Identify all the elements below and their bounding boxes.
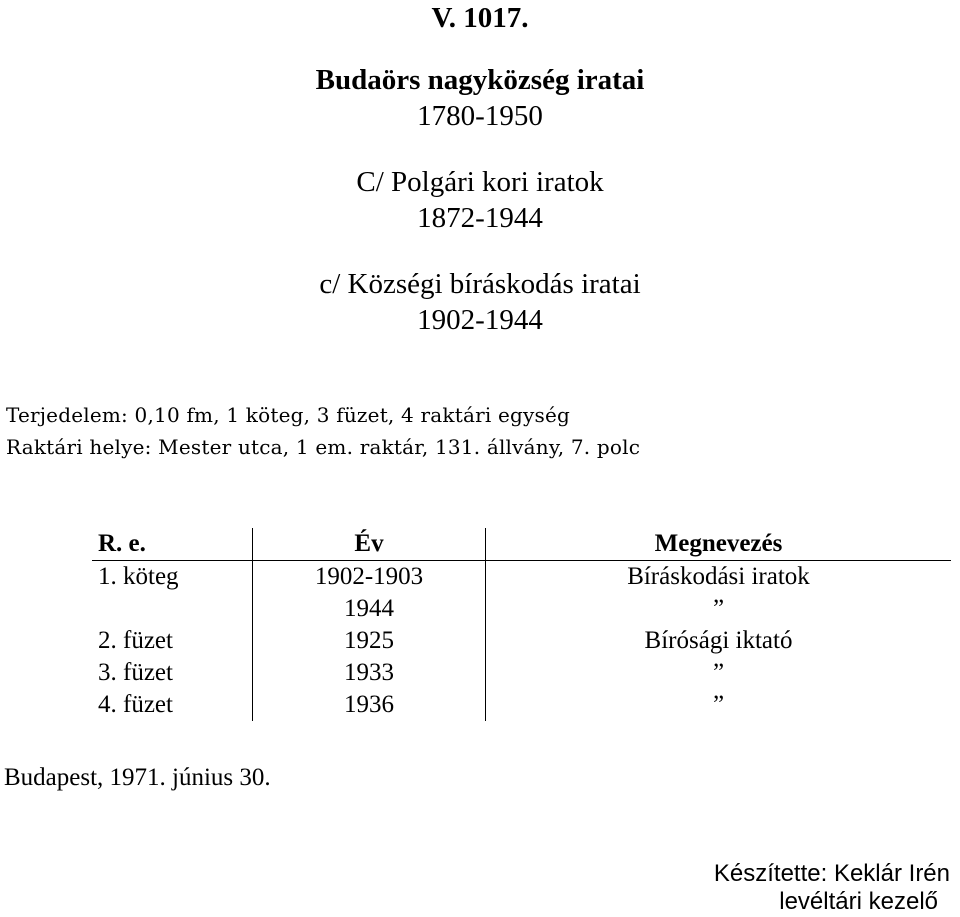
cell-title: Bíráskodási iratok (627, 563, 810, 590)
extent-line: Terjedelem: 0,10 fm, 1 köteg, 3 füzet, 4 raktári egység (6, 403, 571, 427)
records-table (92, 528, 951, 721)
table-row (92, 657, 951, 689)
cell-year: 1944 (253, 593, 486, 625)
place-date: Budapest, 1971. június 30. (4, 764, 271, 791)
location-line: Raktári helye: Mester utca, 1 em. raktár, 131. állvány, 7. polc (6, 435, 641, 459)
cell-year: 1902-1903 (253, 561, 486, 594)
cell-unit: 3. füzet (92, 657, 253, 689)
cell-unit: 4. füzet (92, 689, 253, 721)
column-header-unit: R. e. (92, 528, 253, 561)
column-header-title: Megnevezés (486, 528, 952, 561)
cell-unit: 2. füzet (92, 625, 253, 657)
cell-unit: 1. köteg (92, 561, 253, 594)
cell-title: ” (712, 659, 725, 686)
cell-title: Bírósági iktató (644, 627, 793, 654)
table-row (92, 593, 951, 625)
cell-title: ” (712, 595, 725, 622)
cell-unit (92, 593, 253, 625)
cell-year: 1925 (253, 625, 486, 657)
section-years: 1872-1944 (417, 202, 543, 234)
author-role: levéltári kezelő (779, 888, 938, 915)
section-title: C/ Polgári kori iratok (356, 166, 604, 198)
author-line: Készítette: Keklár Irén (713, 860, 950, 887)
reference-number: V. 1017. (431, 2, 529, 34)
table-row (92, 689, 951, 721)
table-row (92, 625, 951, 657)
column-header-year: Év (253, 528, 486, 561)
subsection-title: c/ Községi bíráskodás iratai (319, 268, 641, 300)
fonds-title: Budaörs nagyközség iratai (315, 64, 645, 96)
table-header-row (92, 528, 951, 561)
fonds-years: 1780-1950 (417, 100, 543, 132)
subsection-years: 1902-1944 (417, 304, 543, 336)
cell-year: 1933 (253, 657, 486, 689)
table-row (92, 561, 951, 594)
cell-title: ” (712, 691, 725, 718)
cell-year: 1936 (253, 689, 486, 721)
